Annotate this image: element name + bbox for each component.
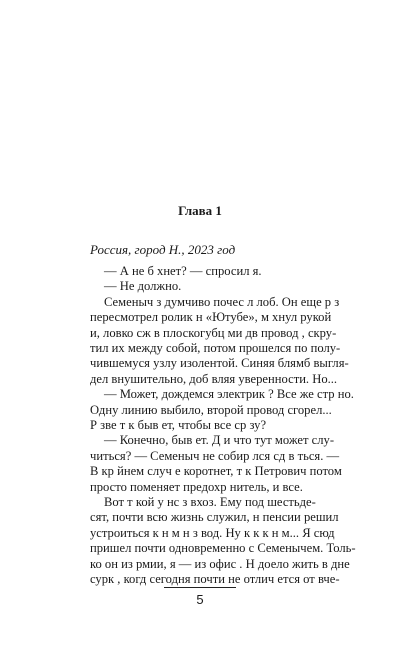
text-line: — Может, дождемся электрик ? Все же стр но. (104, 387, 354, 402)
chapter-title: Глава 1 (178, 203, 222, 218)
text-line: сурк , когд сегодня почти не отлич ется от вче- (90, 572, 340, 586)
text-line: читься? — Семеныч не собир лся сд в ться. — (90, 448, 340, 463)
text-line: — Не должно. (104, 279, 182, 294)
footer-rule (164, 587, 236, 588)
text-line: В кр йнем случ е коротнет, т к Петрович потом (90, 464, 342, 479)
text-line: Одну линию выбило, второй провод сгорел... (90, 402, 332, 417)
text-line: дел внушительно, доб вляя уверенности. Но... (90, 371, 338, 386)
text-line: просто поменяет предохр нитель, и все. (90, 479, 303, 494)
text-line: пришел почти одновременно с Семенычем. Толь- (90, 541, 356, 556)
text-line: Р зве т к быв ет, чтобы все ср зу? (90, 418, 267, 432)
text-line: сят, почти всю жизнь служил, н пенсии решил (90, 510, 339, 525)
text-line: пересмотрел ролик н «Ютубе», м хнул рукой (90, 310, 332, 325)
text-line: — Конечно, быв ет. Д и что тут может слу- (104, 433, 335, 448)
text-line: — А не б хнет? — спросил я. (104, 264, 262, 278)
text-line: чившемуся узлу изолентой. Синяя блямб выгля- (90, 356, 349, 371)
text-line: и, ловко сж в плоскогубц ми дв провод , скру- (90, 325, 337, 340)
text-line: тил их между собой, потом прошелся по полу- (90, 341, 341, 355)
text-line: Семеныч з думчиво почес л лоб. Он еще р з (104, 294, 340, 309)
page-number: 5 (196, 592, 204, 607)
text-line: ко он из рмии, я — из офис . Н доело жить в дне (90, 556, 350, 571)
text-line: Вот т кой у нс з вхоз. Ему под шестьде- (104, 495, 316, 509)
text-line: устроиться к н м н з вод. Ну к к к н м... Я сюд (90, 525, 335, 540)
dateline: Россия, город Н., 2023 год (90, 242, 236, 257)
